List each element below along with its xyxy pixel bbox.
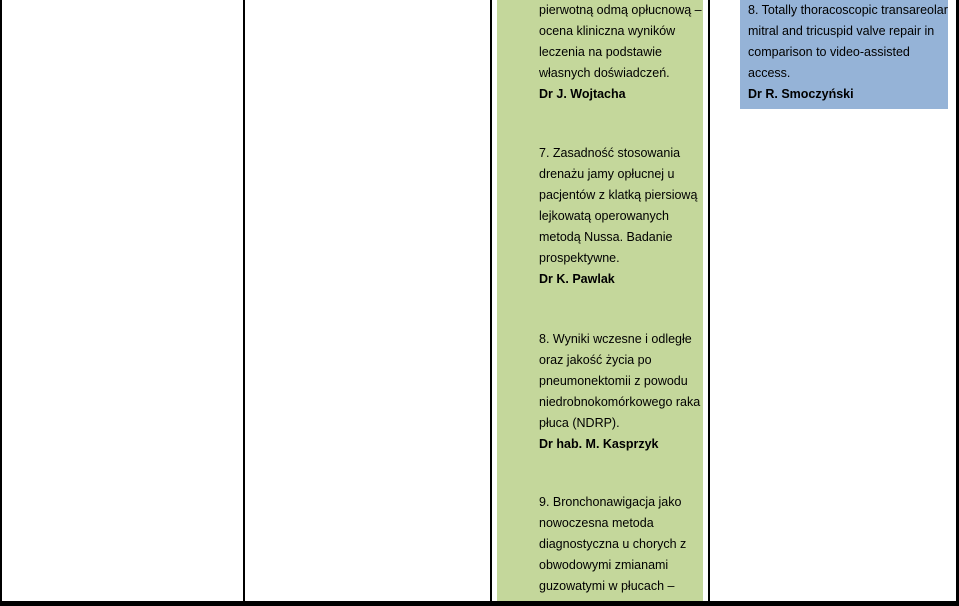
item-text-line: drenażu jamy opłucnej u [539, 167, 675, 181]
item-text-line: ocena kliniczna wyników [539, 24, 676, 38]
table-border-left [0, 0, 2, 606]
column-divider-1 [243, 0, 245, 606]
item-text-line: płuca (NDRP). [539, 416, 620, 430]
column-divider-3 [708, 0, 710, 606]
schedule-item-fragment [539, 0, 702, 105]
item-author: Dr R. Smoczyński [748, 87, 854, 101]
item-text-line: prospektywne. [539, 251, 620, 265]
schedule-item-8-cardiac [748, 0, 948, 105]
item-author: Dr hab. M. Kasprzyk [539, 437, 659, 451]
item-text-line: leczenia na podstawie [539, 45, 662, 59]
item-text-line: 8. Totally thoracoscopic transareolar [748, 3, 948, 17]
item-text-line: nowoczesna metoda [539, 516, 654, 530]
item-text-line: pierwotną odmą opłucnową – [539, 3, 702, 17]
item-text-line: oraz jakość życia po [539, 353, 652, 367]
item-text-line: access. [748, 66, 791, 80]
item-text-line: pneumonektomii z powodu [539, 374, 688, 388]
item-text-line: niedrobnokomórkowego raka [539, 395, 701, 409]
item-text-line: pacjentów z klatką piersiową [539, 188, 698, 202]
schedule-item-8 [539, 329, 700, 455]
item-text-line: metodą Nussa. Badanie [539, 230, 673, 244]
item-text-line: guzowatymi w płucach – [539, 579, 675, 593]
item-author: Dr J. Wojtacha [539, 87, 626, 101]
item-author: Dr K. Pawlak [539, 272, 615, 286]
item-text-line: własnych doświadczeń. [539, 66, 670, 80]
schedule-item-7 [539, 143, 697, 290]
column-divider-2 [490, 0, 492, 606]
table-border-bottom [0, 601, 959, 606]
item-text-line: diagnostyczna u chorych z [539, 537, 687, 551]
item-text-line: lejkowatą operowanych [539, 209, 669, 223]
item-text-line: comparison to video-assisted [748, 45, 910, 59]
item-text-line: 7. Zasadność stosowania [539, 146, 681, 160]
schedule-item-9 [539, 492, 686, 597]
item-text-line: obwodowymi zmianami [539, 558, 669, 572]
item-text-line: mitral and tricuspid valve repair in [748, 24, 935, 38]
item-text-line: 8. Wyniki wczesne i odległe [539, 332, 692, 346]
item-text-line: 9. Bronchonawigacja jako [539, 495, 682, 509]
